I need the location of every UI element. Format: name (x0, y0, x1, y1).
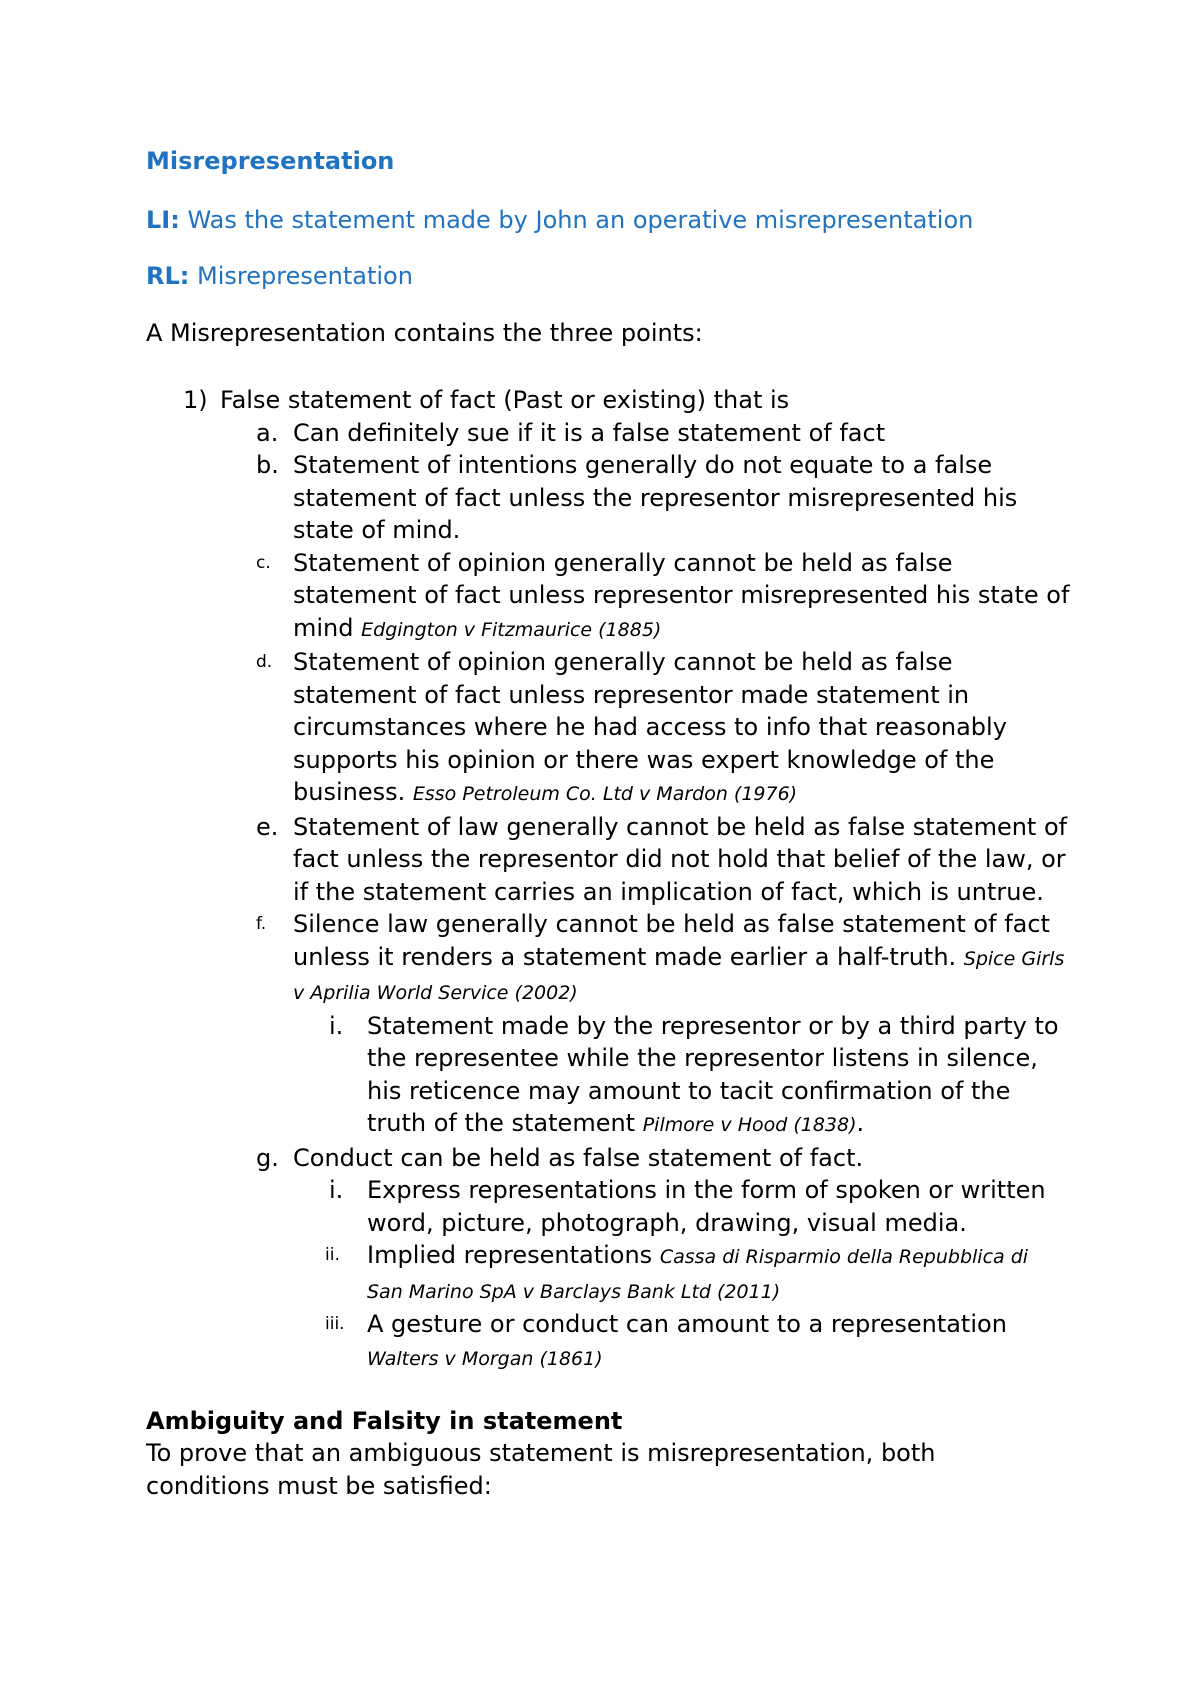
list-item-a (0, 417, 1200, 450)
list-marker: g. (256, 1143, 279, 1172)
case-citation: Pilmore v Hood (1838) (642, 1114, 857, 1136)
section-heading: Ambiguity and Falsity in statement (146, 1407, 623, 1435)
list-item-g-i (0, 1174, 1200, 1239)
list-item-g-iii (0, 1308, 1200, 1375)
legal-issue-label: LI: (146, 206, 180, 234)
case-citation: Edgington v Fitzmaurice (1885) (361, 618, 662, 641)
list-marker: i. (329, 1011, 344, 1040)
list-marker: d. (256, 652, 273, 672)
list-item-e (0, 811, 1200, 909)
legal-issue-line (146, 205, 973, 235)
list-item-text (367, 1308, 1067, 1375)
list-item-c (0, 547, 1200, 647)
section-body: To prove that an ambiguous statement is misrepresentation, both conditions must be satisfied: (146, 1439, 936, 1500)
list-item-text: False statement of fact (Past or existing) that is (220, 386, 790, 414)
list-item-text: Can definitely sue if it is a false statement of fact (293, 418, 886, 447)
document-title: Misrepresentation (146, 147, 395, 175)
list-item-text: Statement of intentions generally do not equate to a false statement of fact unless the representor misrepresented his state of mind. (293, 451, 1018, 544)
item-body: A gesture or conduct can amount to a representation (367, 1310, 1007, 1338)
intro-paragraph: A Misrepresentation contains the three points: (146, 319, 703, 347)
case-citation: Esso Petroleum Co. Ltd v Mardon (1976) (412, 783, 798, 805)
list-item-b (0, 449, 1200, 547)
item-suffix: . (856, 1109, 865, 1137)
item-body: Silence law generally cannot be held as false statement of fact unless it renders a statement made earlier a half-truth. (293, 910, 1050, 971)
list-item-text: Express representations in the form of spoken or written word, picture, photograph, drawing, visual media. (367, 1176, 1046, 1237)
list-item-g-ii (0, 1239, 1200, 1308)
list-item-text (293, 547, 1073, 647)
list-item-text (367, 1010, 1067, 1142)
list-item-text (293, 646, 1073, 811)
item-body: Statement of opinion generally cannot be held as false statement of fact unless representor made statement in circumstances where he had access to info that reasonably supports his opinion or there was expert knowledge of the business. (293, 648, 1007, 806)
list-item-text: Conduct can be held as false statement of fact. (293, 1143, 864, 1172)
relevant-law-label: RL: (146, 262, 190, 290)
points-list (0, 384, 1200, 1375)
list-marker: i. (329, 1176, 344, 1204)
list-marker: 1) (183, 386, 208, 414)
list-item-d (0, 646, 1200, 811)
item-body: Statement of opinion generally cannot be held as false statement of fact unless representor misrepresented his state of mind (293, 548, 1070, 642)
list-marker: iii. (325, 1314, 345, 1334)
case-citation: Walters v Morgan (1861) (367, 1347, 603, 1370)
list-item-f-i (0, 1010, 1200, 1142)
list-item-f (0, 908, 1200, 1010)
relevant-law-text: Misrepresentation (197, 262, 413, 290)
legal-issue-text: Was the statement made by John an operative misrepresentation (187, 206, 974, 234)
relevant-law-line (146, 261, 413, 291)
list-marker: a. (256, 418, 279, 447)
list-item-text (293, 908, 1073, 1010)
list-item-text (367, 1239, 1067, 1308)
item-body: Implied representations (367, 1241, 660, 1269)
case-citation: Cassa di Risparmio della Repubblica di San Marino SpA v Barclays Bank Ltd (2011) (367, 1246, 1029, 1303)
case-citation: Spice Girls v Aprilia World Service (2002) (293, 947, 1065, 1004)
list-item-g (0, 1142, 1200, 1175)
list-item-1 (0, 384, 1200, 417)
list-marker: c. (256, 552, 271, 573)
list-marker: ii. (325, 1245, 340, 1265)
list-item-text: Statement of law generally cannot be held as false statement of fact unless the representor did not hold that belief of the law, or if the statement carries an implication of fact, which is untrue. (293, 812, 1068, 906)
item-body: Statement made by the representor or by a third party to the representee while the representor listens in silence, his reticence may amount to tacit confirmation of the truth of the statement (367, 1011, 1059, 1137)
list-marker: e. (256, 812, 279, 841)
list-marker: b. (256, 451, 279, 479)
list-marker: f. (256, 914, 267, 934)
